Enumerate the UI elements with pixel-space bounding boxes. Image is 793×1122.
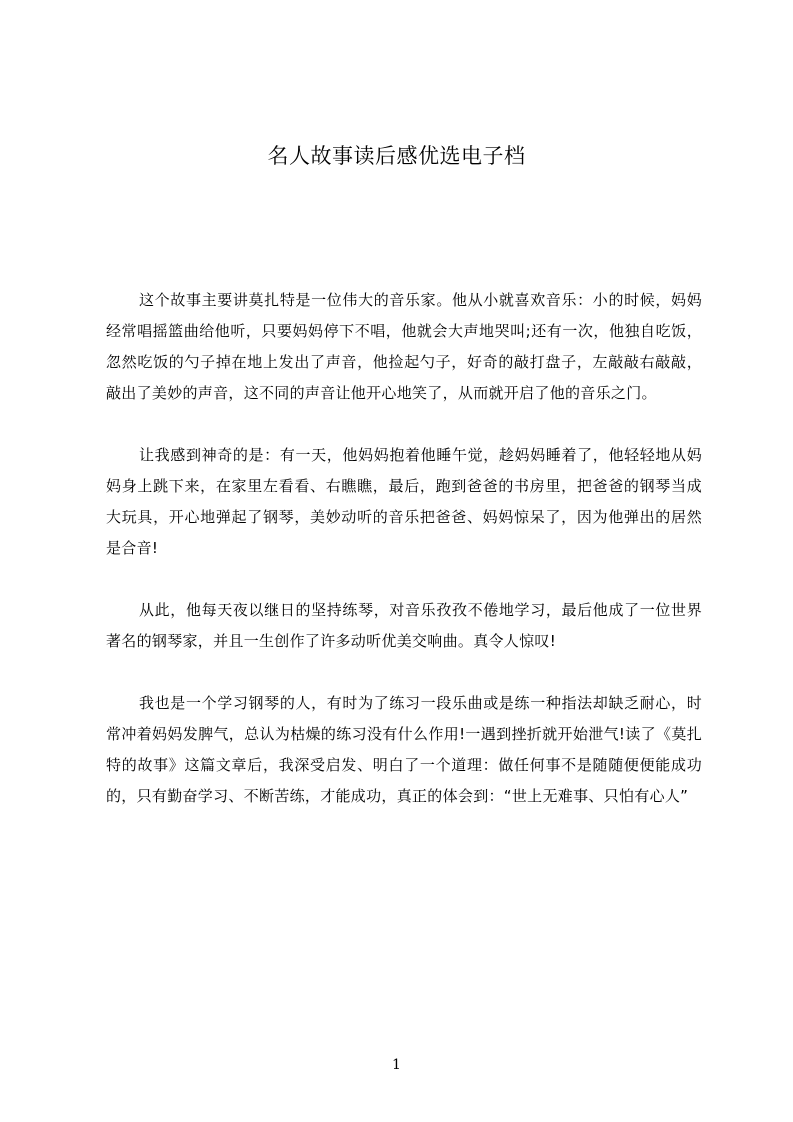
page-number: 1 — [392, 1057, 401, 1073]
paragraph-3: 从此，他每天夜以继日的坚持练琴，对音乐孜孜不倦地学习，最后他成了一位世界著名的钢琴家，并且一生创作了许多动听优美交响曲。真令人惊叹! — [106, 601, 702, 650]
paragraph-2: 让我感到神奇的是：有一天，他妈妈抱着他睡午觉，趁妈妈睡着了，他轻轻地从妈妈身上跳下来，在家里左看看、右瞧瞧，最后，跑到爸爸的书房里，把爸爸的钢琴当成大玩具，开心地弹起了钢琴，美妙动听的音乐把爸爸、妈妈惊呆了，因为他弹出的居然是合音! — [106, 446, 702, 557]
document-body — [106, 285, 702, 843]
paragraph-1: 这个故事主要讲莫扎特是一位伟大的音乐家。他从小就喜欢音乐：小的时候，妈妈经常唱摇篮曲给他听，只要妈妈停下不唱，他就会大声地哭叫;还有一次，他独自吃饭，忽然吃饭的勺子掉在地上发出了声音，他捡起勺子，好奇的敲打盘子，左敲敲右敲敲，敲出了美妙的声音，这不同的声音让他开心地笑了，从而就开启了他的音乐之门。 — [106, 291, 702, 402]
document-title: 名人故事读后感优选电子档 — [267, 144, 526, 168]
paragraph-4: 我也是一个学习钢琴的人，有时为了练习一段乐曲或是练一种指法却缺乏耐心，时常冲着妈妈发脾气，总认为枯燥的练习没有什么作用!一遇到挫折就开始泄气!读了《莫扎特的故事》这篇文章后，我深受启发、明白了一个道理：做任何事不是随随便便能成功的，只有勤奋学习、不断苦练，才能成功，真正的体会到：“世上无难事、只怕有心人” — [106, 694, 702, 805]
